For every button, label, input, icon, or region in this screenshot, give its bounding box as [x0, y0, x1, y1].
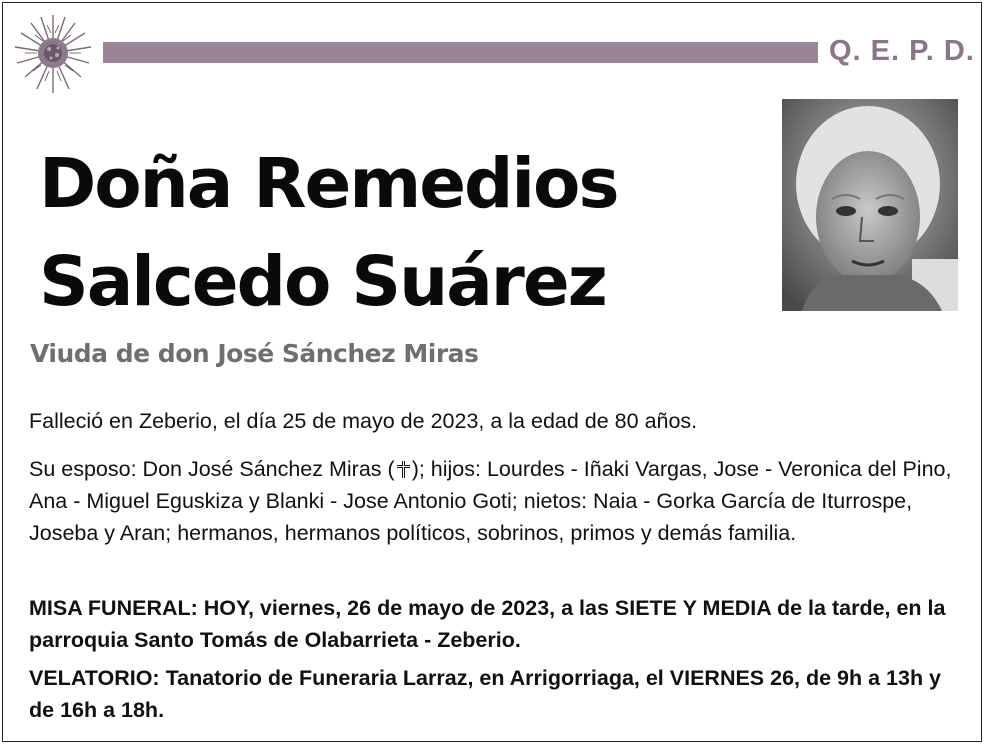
family-text-start: Su esposo: Don José Sánchez Miras (: [29, 457, 395, 481]
family-paragraph: [29, 453, 959, 549]
qepd-label: Q. E. P. D.: [829, 35, 975, 67]
deceased-name: [39, 135, 618, 331]
obituary-notice: [2, 2, 982, 742]
family-text-end: ); hijos: Lourdes - Iñaki Vargas, Jose - Veronica del Pino, Ana - Miguel Eguskiza y Blanki - Jose Antonio Goti; nietos: Naia - Gorka García de Iturrospe, Joseba y Aran; hermanos, hermanos políticos, sobrinos, primos y demás familia.: [29, 457, 952, 545]
death-info: Falleció en Zeberio, el día 25 de mayo de 2023, a la edad de 80 años.: [29, 409, 698, 433]
wake-info: VELATORIO: Tanatorio de Funeraria Larraz, en Arrigorriaga, el VIERNES 26, de 9h a 13h y de 16h a 18h.: [29, 666, 942, 722]
name-line-1: Doña Remedios: [39, 144, 618, 224]
cross-icon: [395, 460, 412, 479]
portrait-photo: [782, 99, 958, 311]
header-band: [103, 42, 818, 63]
name-line-2: Salcedo Suárez: [39, 242, 606, 322]
funeral-mass-info: MISA FUNERAL: HOY, viernes, 26 de mayo de 2023, a las SIETE Y MEDIA de la tarde, en la parroquia Santo Tomás de Olabarrieta - Zeberio.: [29, 596, 946, 652]
thistle-flower-icon: [11, 11, 95, 95]
widow-subtitle: Viuda de don José Sánchez Miras: [30, 339, 479, 368]
